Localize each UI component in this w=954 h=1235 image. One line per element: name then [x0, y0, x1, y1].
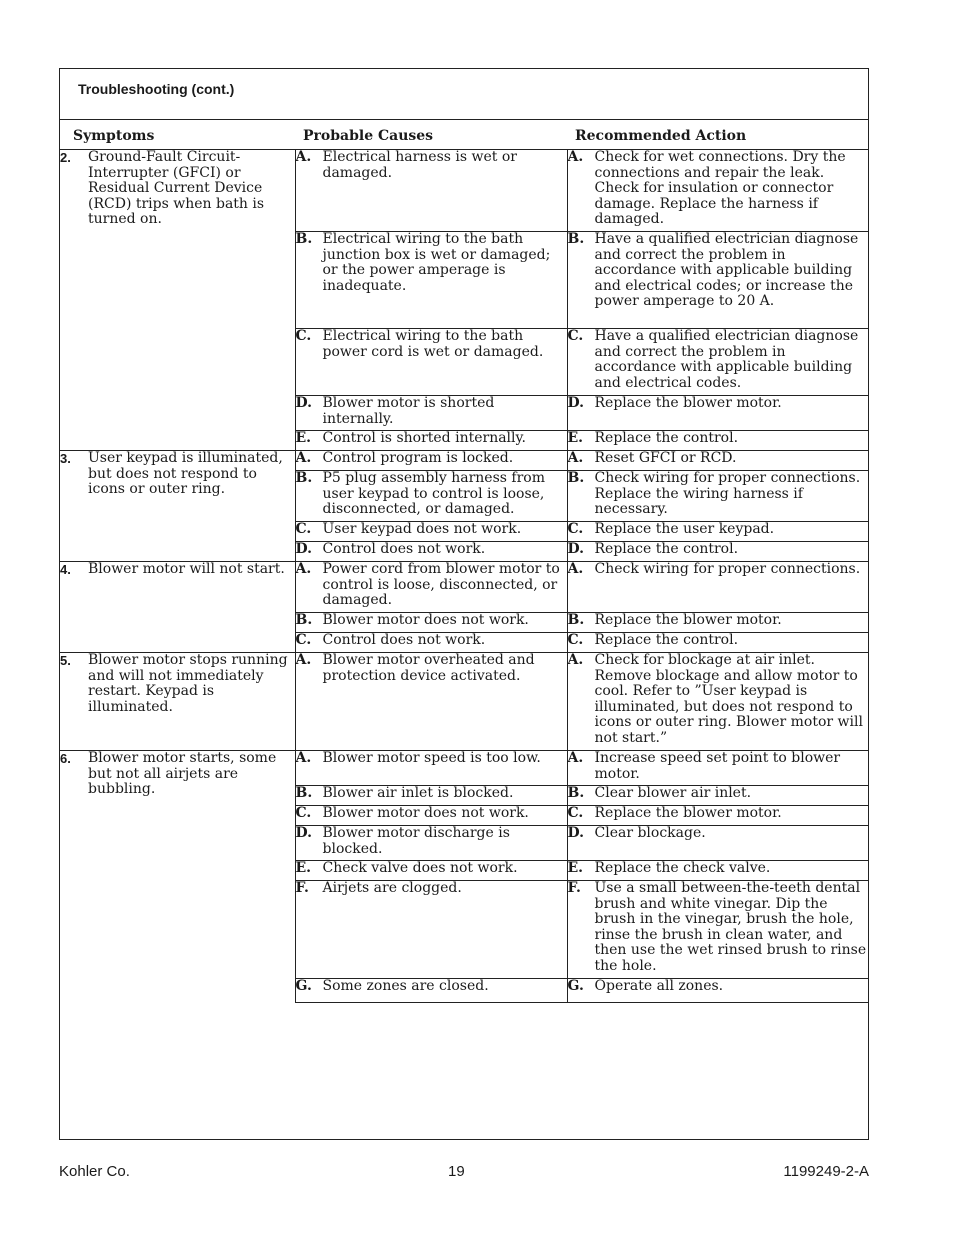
cause-cell [295, 396, 567, 431]
cause-item [296, 751, 567, 767]
table-body [60, 150, 868, 1003]
action-letter: A. [567, 450, 584, 466]
cause-letter: A. [295, 561, 312, 577]
cause-cell [295, 150, 567, 232]
cause-letter: B. [295, 231, 313, 247]
cause-cell [295, 881, 567, 979]
cause-text: Check valve does not work. [322, 860, 518, 876]
action-cell [567, 979, 868, 1003]
cause-letter: F. [295, 880, 309, 896]
cause-item [296, 806, 567, 822]
action-cell [567, 861, 868, 881]
action-cell [567, 826, 868, 861]
cause-cell [295, 633, 567, 653]
action-item [568, 232, 869, 310]
cause-text: Power cord from blower motor to control is loose, disconnected, or damaged. [322, 561, 560, 608]
action-text: Use a small between-the-teeth dental brush and white vinegar. Dip the brush in the vinegar, brush the hole, rinse the brush in clean water, and then use the wet rinsed brush to rinse the hole. [594, 880, 867, 974]
cause-letter: D. [295, 541, 313, 557]
footer-page-number: 19 [448, 1163, 465, 1180]
action-text: Clear blower air inlet. [594, 785, 752, 801]
cause-cell [295, 329, 567, 396]
cause-cell [295, 471, 567, 522]
cause-text: Blower motor speed is too low. [322, 750, 541, 766]
table-row [60, 451, 868, 471]
table-row [60, 653, 868, 751]
action-item [568, 562, 869, 578]
action-cell [567, 329, 868, 396]
action-item [568, 542, 869, 558]
action-text: Replace the control. [594, 430, 739, 446]
action-cell [567, 786, 868, 806]
cause-cell [295, 542, 567, 562]
cause-letter: B. [295, 612, 313, 628]
action-letter: A. [567, 561, 584, 577]
symptom-text: Blower motor stops running and will not immediately restart. Keypad is illuminated. [88, 652, 288, 715]
action-letter: C. [567, 805, 584, 821]
cause-item [296, 150, 567, 181]
cause-item [296, 522, 567, 538]
cause-text: Electrical harness is wet or damaged. [322, 149, 517, 181]
symptom-item [60, 150, 295, 228]
cause-item [296, 653, 567, 684]
cause-cell [295, 751, 567, 786]
action-item [568, 979, 869, 995]
cause-cell [295, 653, 567, 751]
symptom-number: 5. [60, 653, 71, 668]
symptom-cell [60, 751, 295, 1003]
action-text: Replace the control. [594, 541, 739, 557]
action-item [568, 522, 869, 538]
cause-cell [295, 451, 567, 471]
cause-letter: E. [295, 430, 312, 446]
action-letter: B. [567, 612, 585, 628]
cause-letter: G. [295, 978, 312, 994]
action-letter: D. [567, 395, 585, 411]
cause-item [296, 232, 567, 294]
action-letter: F. [567, 880, 581, 896]
cause-text: Control program is locked. [322, 450, 514, 466]
cause-letter: A. [295, 750, 312, 766]
cause-letter: A. [295, 149, 312, 165]
symptom-number: 3. [60, 451, 71, 466]
cause-cell [295, 562, 567, 613]
cause-letter: B. [295, 470, 313, 486]
cause-letter: C. [295, 805, 312, 821]
action-text: Reset GFCI or RCD. [594, 450, 737, 466]
column-header-symptoms: Symptoms [73, 128, 155, 144]
cause-text: Airjets are clogged. [322, 880, 462, 896]
action-text: Replace the check valve. [594, 860, 771, 876]
symptom-cell [60, 451, 295, 562]
cause-item [296, 861, 567, 877]
cause-text: P5 plug assembly harness from user keypad to control is loose, disconnected, or damaged. [322, 470, 545, 517]
table-row [60, 150, 868, 232]
cause-letter: D. [295, 395, 313, 411]
cause-letter: E. [295, 860, 312, 876]
cause-text: Some zones are closed. [322, 978, 489, 994]
cause-cell [295, 861, 567, 881]
action-cell [567, 150, 868, 232]
action-item [568, 881, 869, 974]
cause-item [296, 826, 567, 857]
action-item [568, 396, 869, 412]
cause-letter: A. [295, 652, 312, 668]
symptom-text: User keypad is illuminated, but does not respond to icons or outer ring. [88, 450, 283, 497]
action-text: Check for blockage at air inlet. Remove blockage and allow motor to cool. Refer to ”User keypad is illuminated, but does not respond to icons or outer ring. Blower motor will not start.” [594, 652, 863, 746]
cause-letter: C. [295, 632, 312, 648]
action-cell [567, 653, 868, 751]
cause-item [296, 979, 567, 995]
cause-text: User keypad does not work. [322, 521, 522, 537]
symptom-text: Blower motor starts, some but not all airjets are bubbling. [88, 750, 277, 797]
action-text: Check wiring for proper connections. [594, 561, 861, 577]
action-cell [567, 751, 868, 786]
action-cell [567, 633, 868, 653]
symptom-item [60, 653, 295, 715]
action-letter: A. [567, 149, 584, 165]
action-item [568, 431, 869, 447]
cause-text: Blower air inlet is blocked. [322, 785, 514, 801]
cause-item [296, 451, 567, 467]
cause-text: Blower motor does not work. [322, 612, 529, 628]
action-cell [567, 562, 868, 613]
cause-cell [295, 786, 567, 806]
cause-letter: D. [295, 825, 313, 841]
cause-item [296, 329, 567, 360]
symptom-text: Blower motor will not start. [88, 561, 285, 577]
action-text: Clear blockage. [594, 825, 706, 841]
action-item [568, 806, 869, 822]
symptom-number: 2. [60, 150, 71, 165]
section-title: Troubleshooting (cont.) [78, 81, 235, 97]
table-row [60, 562, 868, 613]
action-cell [567, 232, 868, 329]
cause-item [296, 786, 567, 802]
cause-cell [295, 806, 567, 826]
action-letter: C. [567, 521, 584, 537]
action-item [568, 653, 869, 746]
cause-text: Control does not work. [322, 541, 486, 557]
cause-item [296, 633, 567, 649]
action-cell [567, 542, 868, 562]
cause-cell [295, 522, 567, 542]
action-letter: G. [567, 978, 584, 994]
action-letter: E. [567, 430, 584, 446]
action-cell [567, 396, 868, 431]
action-item [568, 826, 869, 842]
symptom-number: 6. [60, 751, 71, 766]
table-row [60, 751, 868, 786]
cause-cell [295, 826, 567, 861]
action-letter: A. [567, 652, 584, 668]
cause-text: Blower motor overheated and protection device activated. [322, 652, 535, 684]
cause-text: Control is shorted internally. [322, 430, 527, 446]
action-text: Operate all zones. [594, 978, 724, 994]
action-text: Check for wet connections. Dry the connections and repair the leak. Check for insulation or connector damage. Replace the harness if damaged. [594, 149, 846, 227]
cause-item [296, 542, 567, 558]
action-letter: D. [567, 825, 585, 841]
action-cell [567, 806, 868, 826]
cause-cell [295, 431, 567, 451]
action-item [568, 150, 869, 228]
troubleshooting-section [59, 68, 869, 1140]
cause-item [296, 396, 567, 427]
column-header-causes: Probable Causes [303, 128, 434, 144]
action-text: Have a qualified electrician diagnose and correct the problem in accordance with applicable building and electrical codes; or increase the power amperage to 20 A. [594, 231, 859, 309]
action-letter: B. [567, 785, 585, 801]
symptom-item [60, 751, 295, 798]
action-cell [567, 471, 868, 522]
action-text: Replace the blower motor. [594, 612, 782, 628]
footer-doc-number: 1199249-2-A [783, 1163, 869, 1180]
action-letter: C. [567, 632, 584, 648]
action-letter: D. [567, 541, 585, 557]
action-text: Check wiring for proper connections. Replace the wiring harness if necessary. [594, 470, 861, 517]
cause-text: Control does not work. [322, 632, 486, 648]
action-item [568, 471, 869, 518]
troubleshooting-table [60, 120, 868, 1003]
symptom-cell [60, 150, 295, 451]
cause-text: Blower motor is shorted internally. [322, 395, 495, 427]
action-letter: E. [567, 860, 584, 876]
cause-letter: C. [295, 328, 312, 344]
action-text: Have a qualified electrician diagnose and correct the problem in accordance with applicable building and electrical codes. [594, 328, 859, 391]
action-letter: B. [567, 470, 585, 486]
cause-cell [295, 979, 567, 1003]
cause-item [296, 613, 567, 629]
action-item [568, 861, 869, 877]
action-text: Replace the control. [594, 632, 739, 648]
symptom-number: 4. [60, 562, 71, 577]
symptom-cell [60, 562, 295, 653]
cause-item [296, 881, 567, 897]
action-letter: A. [567, 750, 584, 766]
action-text: Replace the blower motor. [594, 805, 782, 821]
cause-letter: C. [295, 521, 312, 537]
cause-text: Electrical wiring to the bath power cord is wet or damaged. [322, 328, 544, 360]
action-cell [567, 613, 868, 633]
action-item [568, 751, 869, 782]
cause-text: Blower motor does not work. [322, 805, 529, 821]
symptom-text: Ground-Fault Circuit-Interrupter (GFCI) or Residual Current Device (RCD) trips when bath is turned on. [88, 149, 265, 227]
action-text: Replace the blower motor. [594, 395, 782, 411]
symptom-item [60, 562, 295, 578]
column-header-actions: Recommended Action [575, 128, 747, 144]
cause-text: Electrical wiring to the bath junction box is wet or damaged; or the power amperage is inadequate. [322, 231, 551, 294]
cause-letter: B. [295, 785, 313, 801]
action-item [568, 451, 869, 467]
symptom-cell [60, 653, 295, 751]
cause-item [296, 431, 567, 447]
cause-text: Blower motor discharge is blocked. [322, 825, 510, 857]
action-item [568, 786, 869, 802]
action-item [568, 613, 869, 629]
cause-cell [295, 232, 567, 329]
cause-cell [295, 613, 567, 633]
action-cell [567, 451, 868, 471]
symptom-item [60, 451, 295, 498]
action-cell [567, 431, 868, 451]
footer-company: Kohler Co. [59, 1163, 130, 1180]
action-letter: B. [567, 231, 585, 247]
cause-item [296, 562, 567, 609]
cause-item [296, 471, 567, 518]
action-text: Replace the user keypad. [594, 521, 775, 537]
action-cell [567, 522, 868, 542]
action-item [568, 329, 869, 391]
action-item [568, 633, 869, 649]
action-text: Increase speed set point to blower motor. [594, 750, 841, 782]
action-letter: C. [567, 328, 584, 344]
cause-letter: A. [295, 450, 312, 466]
action-cell [567, 881, 868, 979]
